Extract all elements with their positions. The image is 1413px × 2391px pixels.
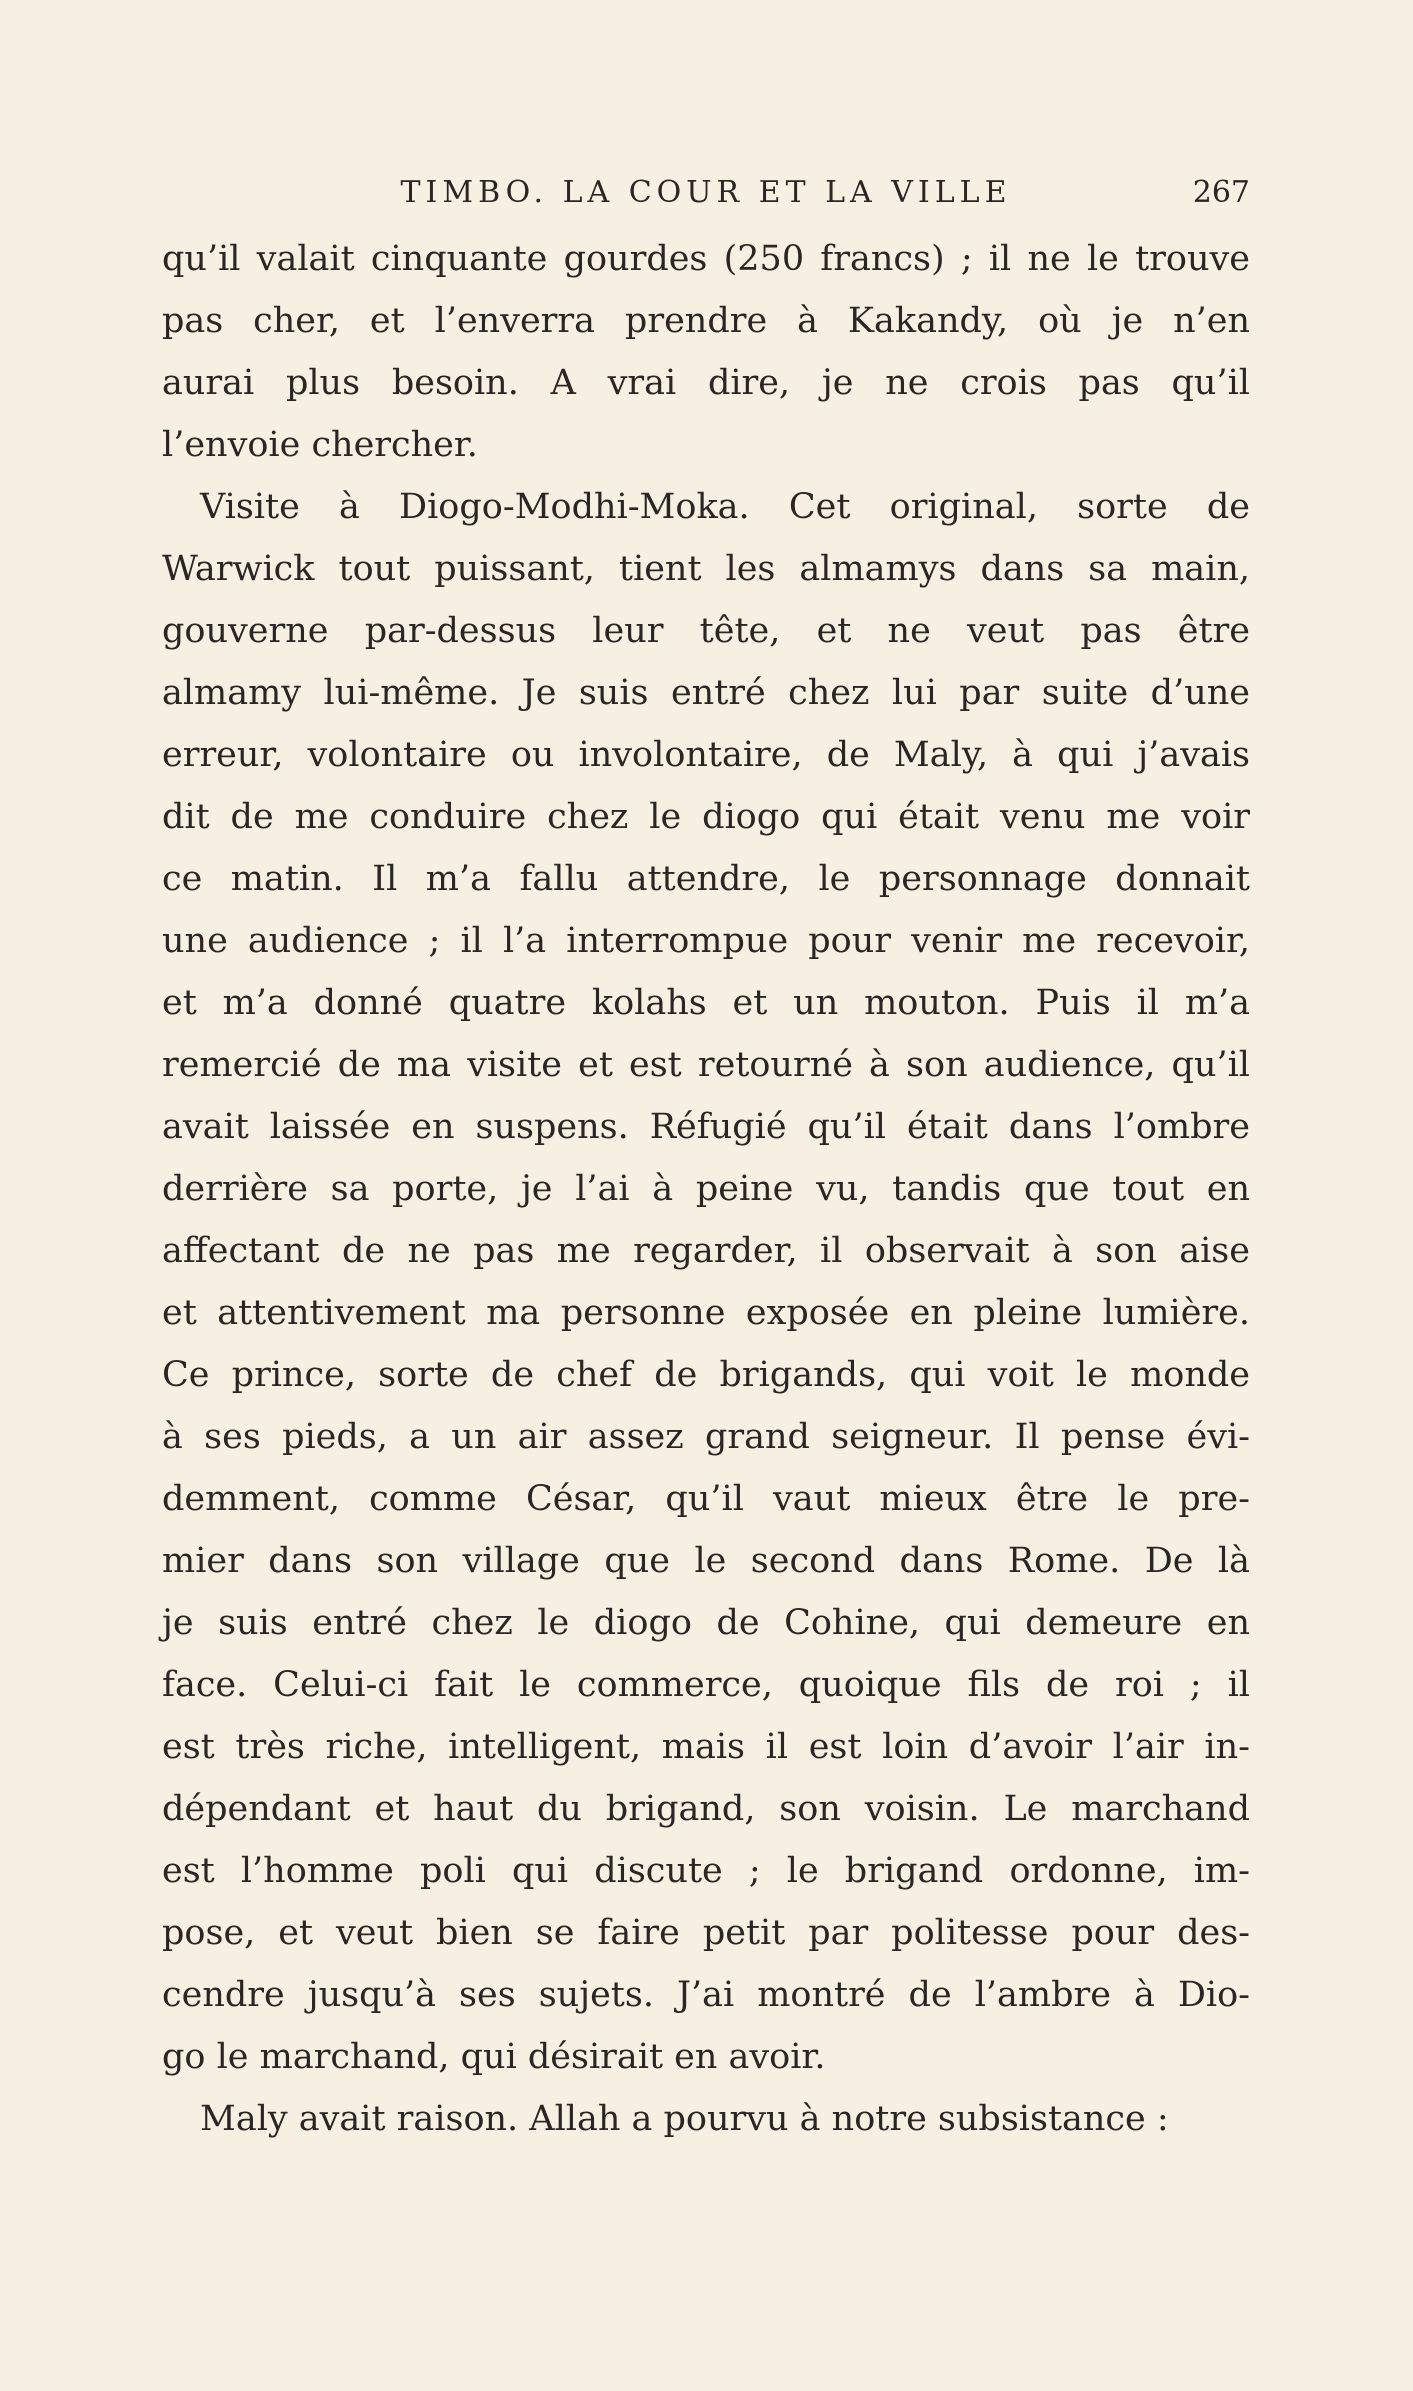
text-line: remercié de ma visite et est retourné à son audience, qu’il <box>162 1045 1250 1085</box>
text-line: l’envoie chercher. <box>162 425 478 465</box>
text-line: avait laissée en suspens. Réfugié qu’il était dans l’ombre <box>162 1107 1250 1147</box>
text-line: almamy lui-même. Je suis entré chez lui par suite d’une <box>162 673 1250 713</box>
text-line: dit de me conduire chez le diogo qui était venu me voir <box>162 797 1250 837</box>
text-line: derrière sa porte, je l’ai à peine vu, tandis que tout en <box>162 1169 1250 1209</box>
text-line: affectant de ne pas me regarder, il observait à son aise <box>162 1231 1250 1271</box>
text-line: je suis entré chez le diogo de Cohine, qui demeure en <box>162 1603 1250 1643</box>
text-line: mier dans son village que le second dans Rome. De là <box>162 1541 1250 1581</box>
text-line: est l’homme poli qui discute ; le brigand ordonne, im- <box>162 1851 1250 1891</box>
page-number: 267 <box>1192 175 1250 210</box>
text-line: et attentivement ma personne exposée en pleine lumière. <box>162 1293 1250 1333</box>
text-line: erreur, volontaire ou involontaire, de Maly, à qui j’avais <box>162 735 1250 775</box>
text-line: une audience ; il l’a interrompue pour venir me recevoir, <box>162 921 1250 961</box>
body-text <box>162 228 1250 2150</box>
text-line: demment, comme César, qu’il vaut mieux être le pre- <box>162 1479 1250 1519</box>
text-line: Visite à Diogo-Modhi-Moka. Cet original, sorte de <box>200 487 1250 527</box>
text-line: Warwick tout puissant, tient les almamys dans sa main, <box>162 549 1250 589</box>
running-title: TIMBO. LA COUR ET LA VILLE <box>400 175 1012 210</box>
text-line: et m’a donné quatre kolahs et un mouton. Puis il m’a <box>162 983 1250 1023</box>
text-line: pas cher, et l’enverra prendre à Kakandy, où je n’en <box>162 301 1250 341</box>
text-line: à ses pieds, a un air assez grand seigneur. Il pense évi- <box>162 1417 1250 1457</box>
text-line: Ce prince, sorte de chef de brigands, qui voit le monde <box>162 1355 1250 1395</box>
text-line: dépendant et haut du brigand, son voisin. Le marchand <box>162 1789 1250 1829</box>
text-line: cendre jusqu’à ses sujets. J’ai montré de l’ambre à Dio- <box>162 1975 1250 2015</box>
running-head <box>162 170 1250 216</box>
text-line: qu’il valait cinquante gourdes (250 francs) ; il ne le trouve <box>162 239 1250 279</box>
text-line: aurai plus besoin. A vrai dire, je ne crois pas qu’il <box>162 363 1250 403</box>
text-line: face. Celui-ci fait le commerce, quoique fils de roi ; il <box>162 1665 1250 1705</box>
text-line: Maly avait raison. Allah a pourvu à notre subsistance : <box>200 2099 1169 2139</box>
text-line: gouverne par-dessus leur tête, et ne veut pas être <box>162 611 1250 651</box>
text-line: ce matin. Il m’a fallu attendre, le personnage donnait <box>162 859 1250 899</box>
text-line: pose, et veut bien se faire petit par politesse pour des- <box>162 1913 1250 1953</box>
text-line: est très riche, intelligent, mais il est loin d’avoir l’air in- <box>162 1727 1250 1767</box>
text-line: go le marchand, qui désirait en avoir. <box>162 2037 826 2077</box>
